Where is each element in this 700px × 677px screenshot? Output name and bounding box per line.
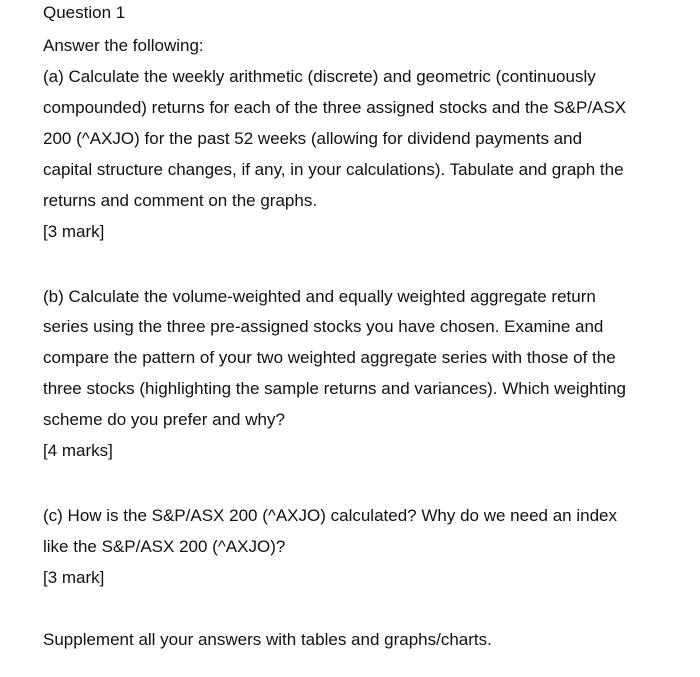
supplement-note: Supplement all your answers with tables and graphs/charts.	[43, 630, 492, 649]
part-a-line-3: 200 (^AXJO) for the past 52 weeks (allowing for dividend payments and	[43, 129, 583, 148]
part-a-line-1: (a) Calculate the weekly arithmetic (discrete) and geometric (continuously	[43, 67, 596, 86]
part-b-line-2: series using the three pre-assigned stocks you have chosen. Examine and	[43, 317, 604, 336]
part-a-marks: [3 mark]	[43, 222, 105, 241]
part-c-line-2: like the S&P/ASX 200 (^AXJO)?	[43, 537, 286, 556]
question-title: Question 1	[43, 3, 126, 22]
part-b-marks: [4 marks]	[43, 441, 113, 460]
part-a-line-5: returns and comment on the graphs.	[43, 191, 318, 210]
part-b-line-3: compare the pattern of your two weighted aggregate series with those of the	[43, 348, 616, 367]
part-c-marks: [3 mark]	[43, 568, 105, 587]
part-b-line-1: (b) Calculate the volume-weighted and equally weighted aggregate return	[43, 287, 596, 306]
part-b-line-5: scheme do you prefer and why?	[43, 410, 285, 429]
instructions-intro: Answer the following:	[43, 36, 204, 55]
part-b-line-4: three stocks (highlighting the sample returns and variances). Which weighting	[43, 379, 627, 398]
part-a-line-4: capital structure changes, if any, in your calculations). Tabulate and graph the	[43, 160, 624, 179]
part-a-line-2: compounded) returns for each of the three assigned stocks and the S&P/ASX	[43, 98, 627, 117]
part-c-line-1: (c) How is the S&P/ASX 200 (^AXJO) calculated? Why do we need an index	[43, 506, 617, 525]
